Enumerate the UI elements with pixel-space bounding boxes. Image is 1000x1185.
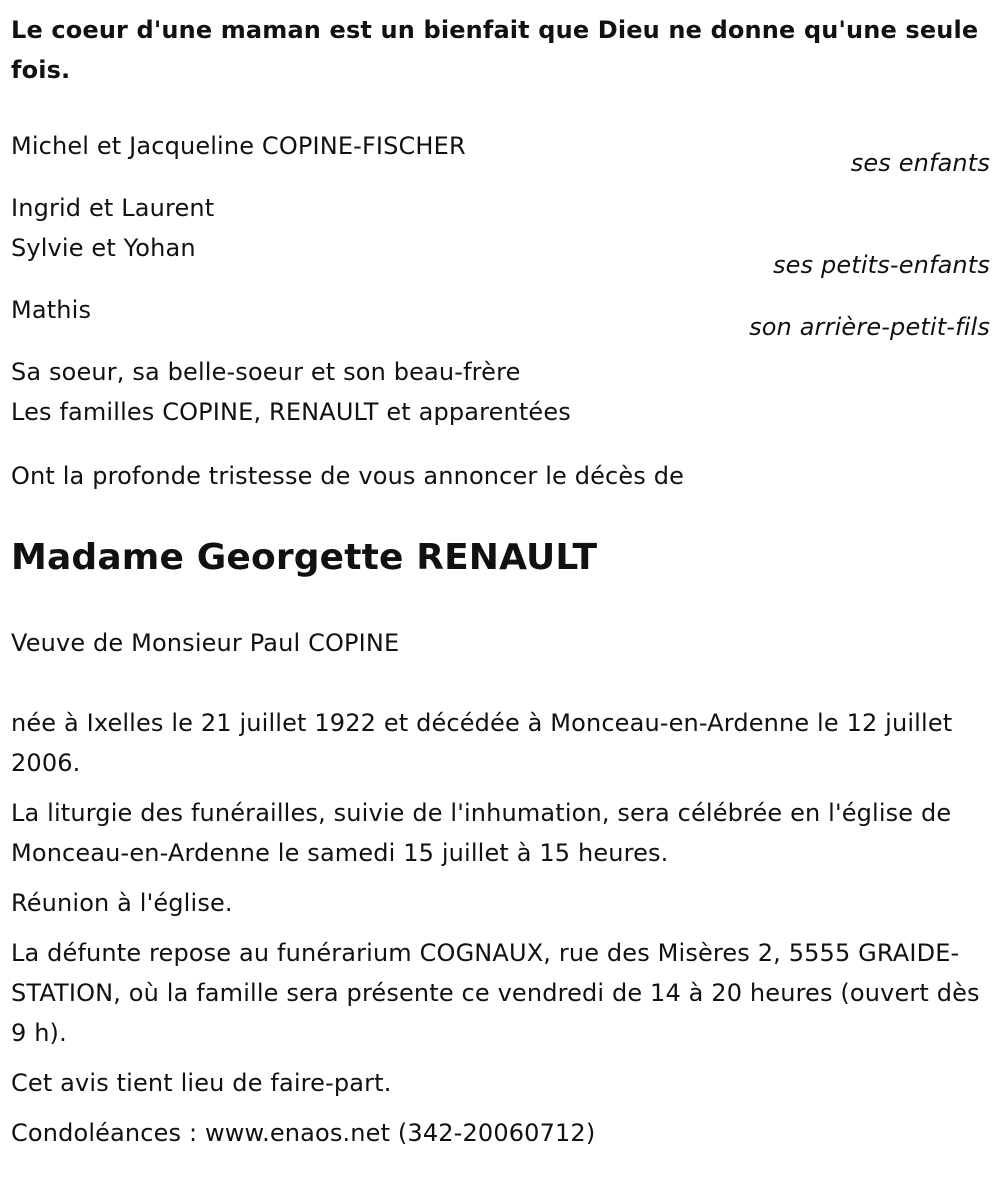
family-member-line: Sylvie et Yohan <box>11 234 196 262</box>
family-group-great-grandchildren <box>11 290 990 341</box>
funeral-details <box>11 703 990 1153</box>
family-role-label: ses petits-enfants <box>772 251 990 279</box>
family-group-grandchildren <box>11 188 990 279</box>
funeral-service-text: La liturgie des funérailles, suivie de l'inhumation, sera célébrée en l'église de Monceau-en-Ardenne le samedi 15 juillet à 15 heures. <box>11 799 952 867</box>
family-role-label: ses enfants <box>850 149 990 177</box>
birth-death-text: née à Ixelles le 21 juillet 1922 et décédée à Monceau-en-Ardenne le 12 juillet 2006. <box>11 709 953 777</box>
memorial-quote: Le coeur d'une maman est un bienfait que Dieu ne donne qu'une seule fois. <box>11 16 979 84</box>
notice-text: Cet avis tient lieu de faire-part. <box>11 1069 392 1097</box>
family-member-line: Michel et Jacqueline COPINE-FISCHER <box>11 132 466 160</box>
relatives-line: Les familles COPINE, RENAULT et apparentées <box>11 398 571 426</box>
family-member-line: Mathis <box>11 296 92 324</box>
meeting-text: Réunion à l'église. <box>11 889 233 917</box>
family-group-children <box>11 126 990 177</box>
condolences-text: Condoléances : www.enaos.net (342-20060712) <box>11 1119 596 1147</box>
family-role-label: son arrière-petit-fils <box>749 313 990 341</box>
widow-of-text: Veuve de Monsieur Paul COPINE <box>11 629 400 657</box>
relatives-line: Sa soeur, sa belle-soeur et son beau-frère <box>11 358 521 386</box>
announcement-text: Ont la profonde tristesse de vous annoncer le décès de <box>11 462 684 490</box>
relatives-list <box>11 352 990 432</box>
deceased-name: Madame Georgette RENAULT <box>11 537 598 578</box>
viewing-text: La défunte repose au funérarium COGNAUX, rue des Misères 2, 5555 GRAIDE-STATION, où la famille sera présente ce vendredi de 14 à 20 heures (ouvert dès 9 h). <box>11 939 980 1047</box>
family-member-line: Ingrid et Laurent <box>11 194 215 222</box>
